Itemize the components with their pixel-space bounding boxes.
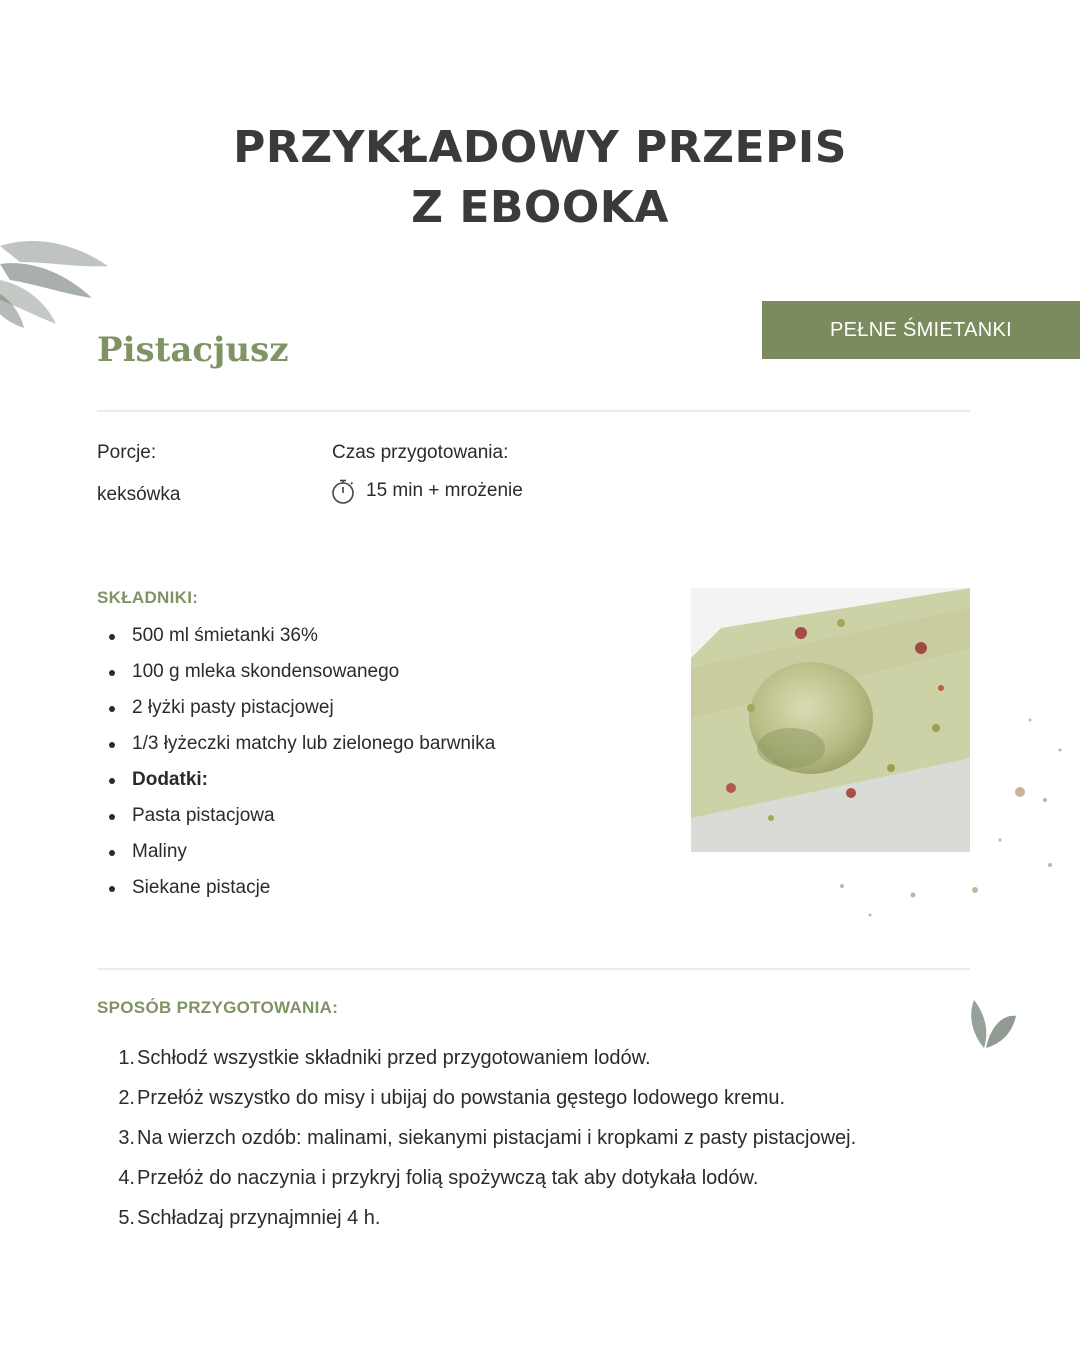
ingredients-list	[104, 620, 495, 908]
page-headline	[0, 118, 1080, 238]
method-step: 2. Przełóż wszystko do misy i ubijaj do powstania gęstego lodowego kremu.	[118, 1087, 786, 1109]
category-badge-label: PEŁNE ŚMIETANKI	[830, 318, 1012, 341]
ingredient-item: 1/3 łyżeczki matchy lub zielonego barwnika	[104, 728, 495, 764]
method-step: 3. Na wierzch ozdób: malinami, siekanymi pistacjami i kropkami z pasty pistacjowej.	[118, 1127, 857, 1149]
divider-bottom	[97, 968, 970, 970]
ingredient-item: Siekane pistacje	[104, 872, 495, 908]
divider-top	[97, 410, 970, 412]
method-step: 5. Schładzaj przynajmniej 4 h.	[118, 1207, 381, 1229]
prep-time-label: Czas przygotowania:	[332, 442, 509, 463]
ingredient-item: Pasta pistacjowa	[104, 800, 495, 836]
ingredient-item: 2 łyżki pasty pistacjowej	[104, 692, 495, 728]
servings-value	[97, 484, 180, 506]
bullet-icon	[109, 634, 115, 640]
ingredient-item: 500 ml śmietanki 36%	[104, 620, 495, 656]
bullet-icon	[109, 886, 115, 892]
headline-line-1: PRZYKŁADOWY PRZEPIS	[233, 122, 847, 173]
dots-decoration-icon	[830, 700, 1080, 930]
bullet-icon	[109, 742, 115, 748]
method-step: 1. Schłodź wszystkie składniki przed przygotowaniem lodów.	[118, 1047, 651, 1069]
bullet-icon	[109, 706, 115, 712]
bullet-icon	[109, 814, 115, 820]
ingredients-heading: SKŁADNIKI:	[97, 588, 199, 607]
servings-value-text: keksówka	[97, 484, 181, 505]
ingredient-item: 100 g mleka skondensowanego	[104, 656, 495, 692]
prep-time-value	[330, 478, 523, 504]
servings-label: Porcje:	[97, 442, 157, 463]
recipe-title: Pistacjusz	[97, 330, 289, 370]
bullet-icon	[109, 778, 115, 784]
prep-time-value-text: 15 min + mrożenie	[366, 480, 523, 501]
bullet-icon	[109, 670, 115, 676]
leaf-decoration-icon	[0, 236, 112, 328]
method-step: 4. Przełóż do naczynia i przykryj folią spożywczą tak aby dotykała lodów.	[118, 1167, 759, 1189]
method-steps-list	[113, 1040, 856, 1240]
bullet-icon	[109, 850, 115, 856]
method-heading: SPOSÓB PRZYGOTOWANIA:	[97, 998, 339, 1017]
heart-leaf-decoration-icon	[966, 996, 1022, 1056]
ingredient-subheading: Dodatki:	[104, 764, 495, 800]
stopwatch-icon	[330, 478, 356, 504]
category-badge	[762, 301, 1080, 359]
headline-line-2: Z EBOOKA	[411, 182, 669, 233]
ingredient-item: Maliny	[104, 836, 495, 872]
